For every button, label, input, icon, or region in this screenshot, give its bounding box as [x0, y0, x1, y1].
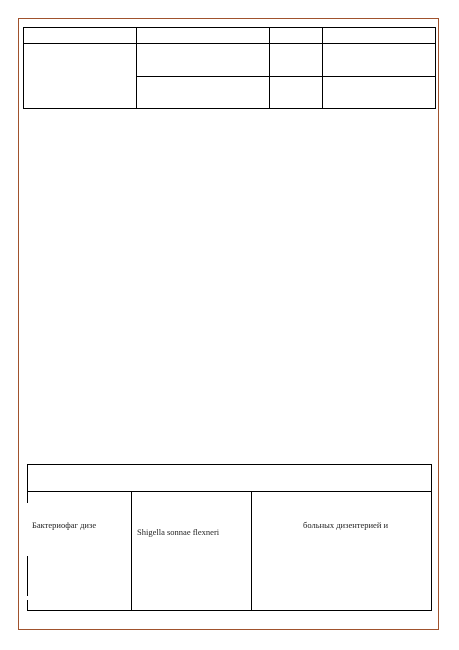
bottom-table-left-seg-1	[27, 491, 28, 503]
top-table-header-divider	[23, 43, 436, 44]
top-table-border-top	[23, 27, 436, 28]
top-table-col-divider-2	[269, 27, 270, 109]
bottom-table-cell-r1c1: Бактериофаг дизе	[32, 520, 97, 530]
top-table-row-divider	[136, 76, 436, 77]
bottom-table-header-divider	[27, 491, 432, 492]
bottom-table-col-divider-1	[131, 491, 132, 611]
top-table-border-left	[23, 27, 24, 109]
bottom-table-border-bottom	[27, 610, 432, 611]
bottom-table-border-right	[431, 464, 432, 611]
bottom-table-border-top	[27, 464, 432, 465]
page-frame	[18, 18, 439, 630]
bottom-table-cell-r1c3: больных дизентерией и	[303, 520, 389, 530]
bottom-table-header-left	[27, 464, 28, 492]
top-table-col-divider-1	[136, 27, 137, 109]
top-table-col-divider-3	[322, 27, 323, 109]
bottom-table-left-seg-2	[27, 556, 28, 596]
bottom-table-col-divider-2	[251, 491, 252, 611]
top-table-border-bottom	[23, 108, 436, 109]
bottom-table-cell-r1c2: Shigella sonnae flexneri	[137, 527, 220, 537]
bottom-table-left-seg-3	[27, 600, 28, 611]
top-table-border-right	[435, 27, 436, 109]
